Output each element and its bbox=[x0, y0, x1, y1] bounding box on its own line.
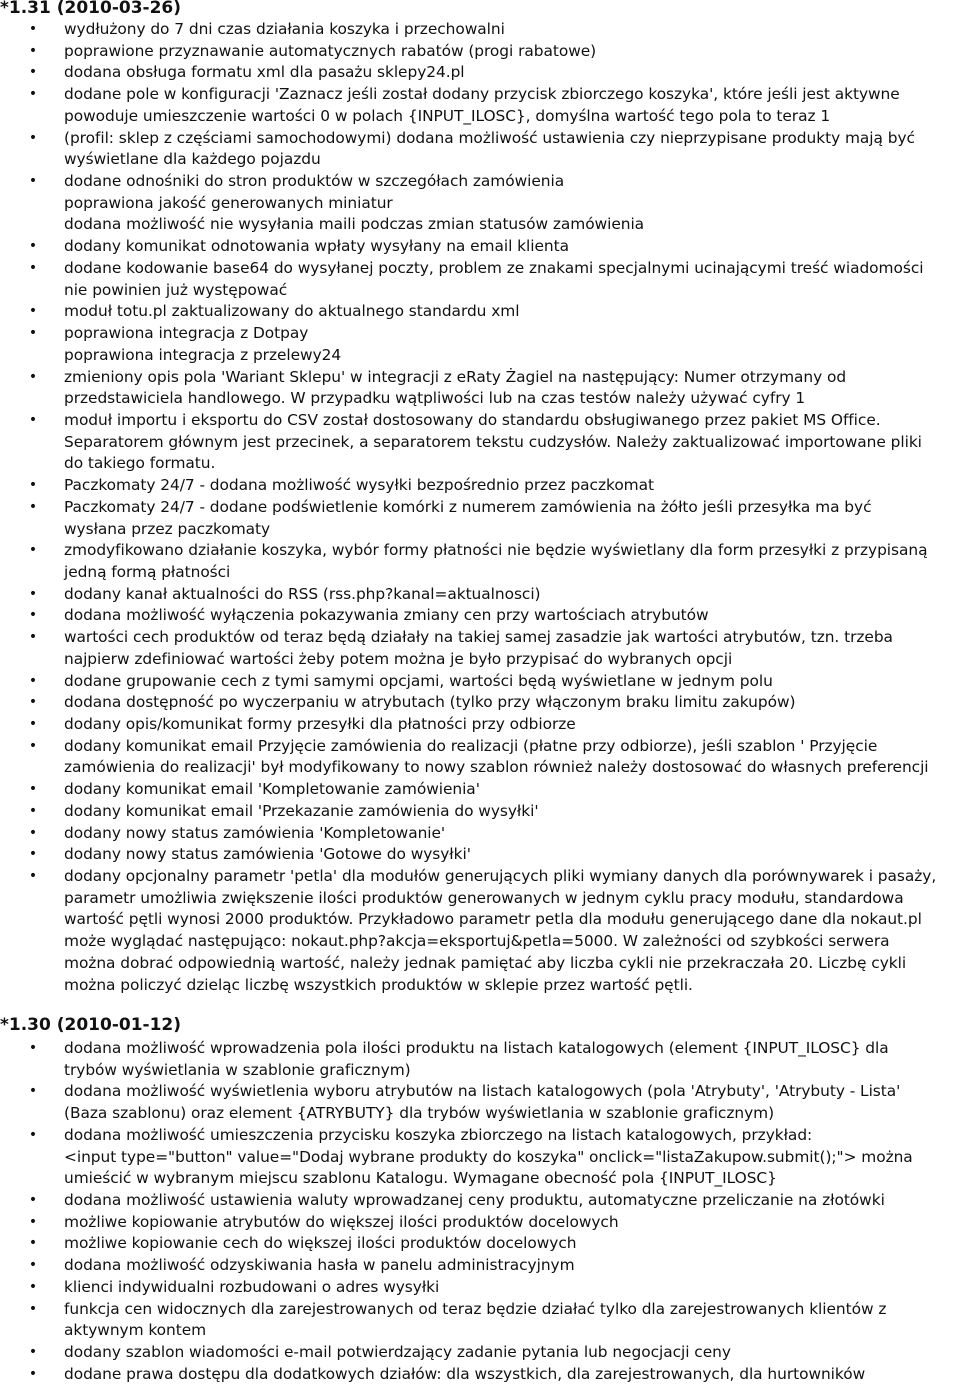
item-text-line: dodany komunikat email 'Kompletowanie zamówienia' bbox=[64, 780, 480, 799]
item-text-line: dodany komunikat email Przyjęcie zamówienia do realizacji (płatne przy odbiorze), jeśli szablon ' Przyjęcie bbox=[64, 736, 878, 755]
item-text-line: najpierw zdefiniować wartości żeby potem można je było przypisać do wybranych opcji bbox=[64, 649, 733, 668]
item-text-line: wartości cech produktów od teraz będą działały na takiej samej zasadzie jak wartości atrybutów, tzn. trzeba bbox=[64, 628, 893, 647]
item-text-line: dodana obsługa formatu xml dla pasażu sklepy24.pl bbox=[64, 63, 465, 82]
bullet-icon: • bbox=[28, 1213, 38, 1230]
item-text-line: (Baza szablonu) oraz element {ATRYBUTY} dla trybów wyświetlania w szablonie graficznym) bbox=[64, 1104, 775, 1123]
list-item bbox=[0, 1081, 960, 1124]
item-text-line: dodany kanał aktualności do RSS (rss.php?kanal=aktualnosci) bbox=[64, 584, 541, 603]
item-text-line: dodana możliwość odzyskiwania hasła w panelu administracyjnym bbox=[64, 1256, 575, 1275]
list-item bbox=[0, 844, 960, 866]
list-item bbox=[0, 323, 960, 345]
bullet-icon: • bbox=[28, 42, 38, 59]
bullet-icon: • bbox=[28, 86, 38, 103]
list-item bbox=[0, 1277, 960, 1299]
bullet-icon: • bbox=[28, 781, 38, 798]
item-text-line: zmodyfikowano działanie koszyka, wybór formy płatności nie będzie wyświetlany dla form przesyłki z przypisaną bbox=[64, 541, 928, 560]
item-text-line: dodane kodowanie base64 do wysyłanej poczty, problem ze znakami specjalnymi ucinającymi treść wiadomości bbox=[64, 258, 924, 277]
changelog-list-1-31 bbox=[0, 19, 960, 996]
bullet-icon: • bbox=[28, 868, 38, 885]
item-text-line: aktywnym kontem bbox=[64, 1321, 207, 1340]
bullet-icon: • bbox=[28, 607, 38, 624]
item-text-line: dodany nowy status zamówienia 'Gotowe do wysyłki' bbox=[64, 845, 471, 864]
bullet-icon: • bbox=[28, 694, 38, 711]
list-item bbox=[0, 584, 960, 606]
item-text-line: przedstawiciela handlowego. W przypadku wątpliwości lub na czas testów należy używać cyfry 1 bbox=[64, 389, 806, 408]
item-text-line: dodane grupowanie cech z tymi samymi opcjami, wartości będą wyświetlane w jednym polu bbox=[64, 671, 773, 690]
list-item bbox=[0, 671, 960, 693]
item-text-line: Separatorem głównym jest przecinek, a separatorem tekstu cudzysłów. Należy zaktualizować importowane pliki bbox=[64, 432, 922, 451]
list-item bbox=[0, 692, 960, 714]
item-text-line: moduł importu i eksportu do CSV został dostosowany do standardu obsługiwanego przez pakiet MS Office. bbox=[64, 410, 881, 429]
item-text-line: dodana możliwość wyświetlenia wyboru atrybutów na listach katalogowych (pola 'Atrybuty', 'Atrybuty - Lista' bbox=[64, 1082, 901, 1101]
bullet-icon: • bbox=[28, 542, 38, 559]
bullet-icon: • bbox=[28, 477, 38, 494]
version-heading-1-30: *1.30 (2010-01-12) bbox=[0, 1015, 182, 1035]
list-item bbox=[0, 84, 960, 127]
list-item bbox=[0, 1342, 960, 1364]
list-item bbox=[0, 823, 960, 845]
bullet-icon: • bbox=[28, 585, 38, 602]
item-text-line: dodana możliwość wyłączenia pokazywania zmiany cen przy wartościach atrybutów bbox=[64, 606, 709, 625]
changelog-list-1-30 bbox=[0, 1038, 960, 1386]
list-item bbox=[0, 1299, 960, 1342]
item-text-line: dodany szablon wiadomości e-mail potwierdzający zadanie pytania lub negocjacji ceny bbox=[64, 1343, 731, 1362]
bullet-icon: • bbox=[28, 1192, 38, 1209]
bullet-icon: • bbox=[28, 498, 38, 515]
list-item bbox=[0, 1038, 960, 1081]
list-item bbox=[0, 497, 960, 540]
bullet-icon: • bbox=[28, 64, 38, 81]
list-item bbox=[0, 1125, 960, 1190]
bullet-icon: • bbox=[28, 1083, 38, 1100]
item-text-line: dodana możliwość nie wysyłania maili podczas zmian statusów zamówienia bbox=[64, 215, 645, 234]
item-text-line: umieścić w wybranym miejscu szablonu Katalogu. Wymagane obecność pola {INPUT_ILOSC} bbox=[64, 1169, 777, 1188]
list-item bbox=[0, 1233, 960, 1255]
item-text-line: dodana możliwość umieszczenia przycisku koszyka zbiorczego na listach katalogowych, przykład: bbox=[64, 1125, 813, 1144]
bullet-icon: • bbox=[28, 1278, 38, 1295]
list-item bbox=[0, 1190, 960, 1212]
list-item bbox=[0, 605, 960, 627]
bullet-icon: • bbox=[28, 259, 38, 276]
item-text-line: wydłużony do 7 dni czas działania koszyka i przechowalni bbox=[64, 20, 505, 38]
list-item bbox=[0, 627, 960, 670]
list-item bbox=[0, 367, 960, 410]
bullet-icon: • bbox=[28, 1040, 38, 1056]
item-text-line: dodany komunikat odnotowania wpłaty wysyłany na email klienta bbox=[64, 237, 569, 256]
list-item bbox=[0, 1255, 960, 1277]
bullet-icon: • bbox=[28, 325, 38, 342]
bullet-icon: • bbox=[28, 716, 38, 732]
bullet-icon: • bbox=[28, 129, 38, 146]
list-item bbox=[0, 258, 960, 301]
bullet-icon: • bbox=[28, 1257, 38, 1274]
item-text-line: powoduje umieszczenie wartości 0 w polach {INPUT_ILOSC}, domyślna wartość tego pola to teraz 1 bbox=[64, 106, 831, 125]
item-text-line: dodane prawa dostępu dla dodatkowych działów: dla wszystkich, dla zarejestrowanych, dla hurtowników bbox=[64, 1364, 866, 1383]
item-text-line: dodana możliwość ustawienia waluty wprowadzanej ceny produktu, automatyczne przeliczanie na złotówki bbox=[64, 1191, 885, 1210]
item-text-line: (profil: sklep z częściami samochodowymi) dodana możliwość ustawienia czy nieprzypisane produkty mają być bbox=[64, 128, 915, 147]
item-text-line: poprawiona integracja z Dotpay bbox=[64, 324, 309, 343]
item-text-line: klienci indywidualni rozbudowani o adres wysyłki bbox=[64, 1277, 440, 1296]
list-item bbox=[0, 714, 960, 736]
item-text-line: dodana możliwość wprowadzenia pola ilości produktu na listach katalogowych (element {INPUT_ILOSC} dla bbox=[64, 1039, 889, 1057]
list-item bbox=[0, 345, 960, 367]
item-text-line: moduł totu.pl zaktualizowany do aktualnego standardu xml bbox=[64, 302, 520, 321]
item-text-line: dodany nowy status zamówienia 'Kompletowanie' bbox=[64, 823, 446, 842]
bullet-icon: • bbox=[28, 1300, 38, 1317]
bullet-icon: • bbox=[28, 368, 38, 385]
list-item bbox=[0, 19, 960, 41]
item-text-line: poprawione przyznawanie automatycznych rabatów (progi rabatowe) bbox=[64, 41, 597, 60]
item-text-line: Paczkomaty 24/7 - dodana możliwość wysyłki bezpośrednio przez paczkomat bbox=[64, 476, 654, 495]
list-item bbox=[0, 866, 960, 996]
item-text-line: Paczkomaty 24/7 - dodane podświetlenie komórki z numerem zamówienia na żółto jeśli przesyłka ma być bbox=[64, 497, 872, 516]
list-item bbox=[0, 1364, 960, 1386]
item-text-line: do takiego formatu. bbox=[64, 454, 216, 473]
item-text-line: dodane pole w konfiguracji 'Zaznacz jeśli został dodany przycisk zbiorczego koszyka', które jeśli jest aktywne bbox=[64, 85, 900, 104]
item-text-line: <input type="button" value="Dodaj wybrane produkty do koszyka" onclick="listaZakupow.submit();"> można bbox=[64, 1147, 913, 1166]
bullet-icon: • bbox=[28, 173, 38, 190]
bullet-icon: • bbox=[28, 737, 38, 754]
list-item bbox=[0, 62, 960, 84]
bullet-icon: • bbox=[28, 824, 38, 841]
list-item bbox=[0, 779, 960, 801]
item-text-line: wartość pętli wynosi 2000 produktów. Przykładowo parametr petla dla modułu generującego dane dla nokaut.pl bbox=[64, 910, 922, 929]
list-item bbox=[0, 1212, 960, 1234]
list-item bbox=[0, 236, 960, 258]
list-item bbox=[0, 475, 960, 497]
item-text-line: trybów wyświetlania w szablonie graficznym) bbox=[64, 1060, 411, 1079]
version-heading-1-31: *1.31 (2010-03-26) bbox=[0, 0, 182, 18]
bullet-icon: • bbox=[28, 1126, 38, 1143]
list-item bbox=[0, 171, 960, 193]
item-text-line: zmieniony opis pola 'Wariant Sklepu' w integracji z eRaty Żagiel na następujący: Numer otrzymany od bbox=[64, 367, 847, 386]
item-text-line: możliwe kopiowanie cech do większej ilości produktów docelowych bbox=[64, 1234, 577, 1253]
list-item bbox=[0, 540, 960, 583]
list-item bbox=[0, 128, 960, 171]
bullet-icon: • bbox=[28, 846, 38, 863]
bullet-icon: • bbox=[28, 303, 38, 320]
bullet-icon: • bbox=[28, 21, 38, 37]
bullet-icon: • bbox=[28, 672, 38, 689]
list-item bbox=[0, 736, 960, 779]
item-text-line: wysłana przez paczkomaty bbox=[64, 519, 271, 538]
item-text-line: dodany opcjonalny parametr 'petla' dla modułów generujących pliki wymiany danych dla porównywarek i pasaży, bbox=[64, 867, 937, 886]
list-item bbox=[0, 410, 960, 475]
item-text-line: zamówienia do realizacji' był modyfikowany to nowy szablon również należy dostosować do własnych preferencji bbox=[64, 758, 929, 777]
bullet-icon: • bbox=[28, 411, 38, 428]
list-item bbox=[0, 801, 960, 823]
list-item bbox=[0, 301, 960, 323]
item-text-line: wyświetlane dla każdego pojazdu bbox=[64, 150, 321, 169]
item-text-line: jedną formą płatności bbox=[64, 562, 231, 581]
item-text-line: dodana dostępność po wyczerpaniu w atrybutach (tylko przy włączonym braku limitu zakupów) bbox=[64, 693, 796, 712]
item-text-line: poprawiona jakość generowanych miniatur bbox=[64, 193, 393, 212]
item-text-line: poprawiona integracja z przelewy24 bbox=[64, 345, 342, 364]
bullet-icon: • bbox=[28, 629, 38, 646]
item-text-line: nie powinien już występować bbox=[64, 280, 288, 299]
item-text-line: dodane odnośniki do stron produktów w szczegółach zamówienia bbox=[64, 172, 565, 191]
item-text-line: funkcja cen widocznych dla zarejestrowanych od teraz będzie działać tylko dla zarejestrowanych klientów z bbox=[64, 1299, 887, 1318]
item-text-line: może wyglądać następująco: nokaut.php?akcja=eksportuj&petla=5000. W zależności od szybkości serwera bbox=[64, 932, 890, 951]
list-item bbox=[0, 193, 960, 215]
item-text-line: parametr umożliwia zwiększenie ilości produktów generowanych w jednym cyklu pracy modułu, standardowa bbox=[64, 888, 904, 907]
item-text-line: dodany opis/komunikat formy przesyłki dla płatności przy odbiorze bbox=[64, 715, 576, 733]
list-item bbox=[0, 214, 960, 236]
bullet-icon: • bbox=[28, 1365, 38, 1382]
list-item bbox=[0, 41, 960, 63]
item-text-line: możliwe kopiowanie atrybutów do większej ilości produktów docelowych bbox=[64, 1212, 619, 1231]
item-text-line: dodany komunikat email 'Przekazanie zamówienia do wysyłki' bbox=[64, 801, 539, 820]
bullet-icon: • bbox=[28, 238, 38, 255]
bullet-icon: • bbox=[28, 1344, 38, 1361]
item-text-line: można policzyć dzieląc liczbę wszystkich produktów w sklepie przez wartość pętli. bbox=[64, 975, 693, 994]
bullet-icon: • bbox=[28, 1235, 38, 1252]
bullet-icon: • bbox=[28, 802, 38, 819]
item-text-line: można dobrać odpowiednią wartość, należy jednak pamiętać aby liczba cykli nie przekraczała 20. Liczbę cykli bbox=[64, 953, 907, 972]
